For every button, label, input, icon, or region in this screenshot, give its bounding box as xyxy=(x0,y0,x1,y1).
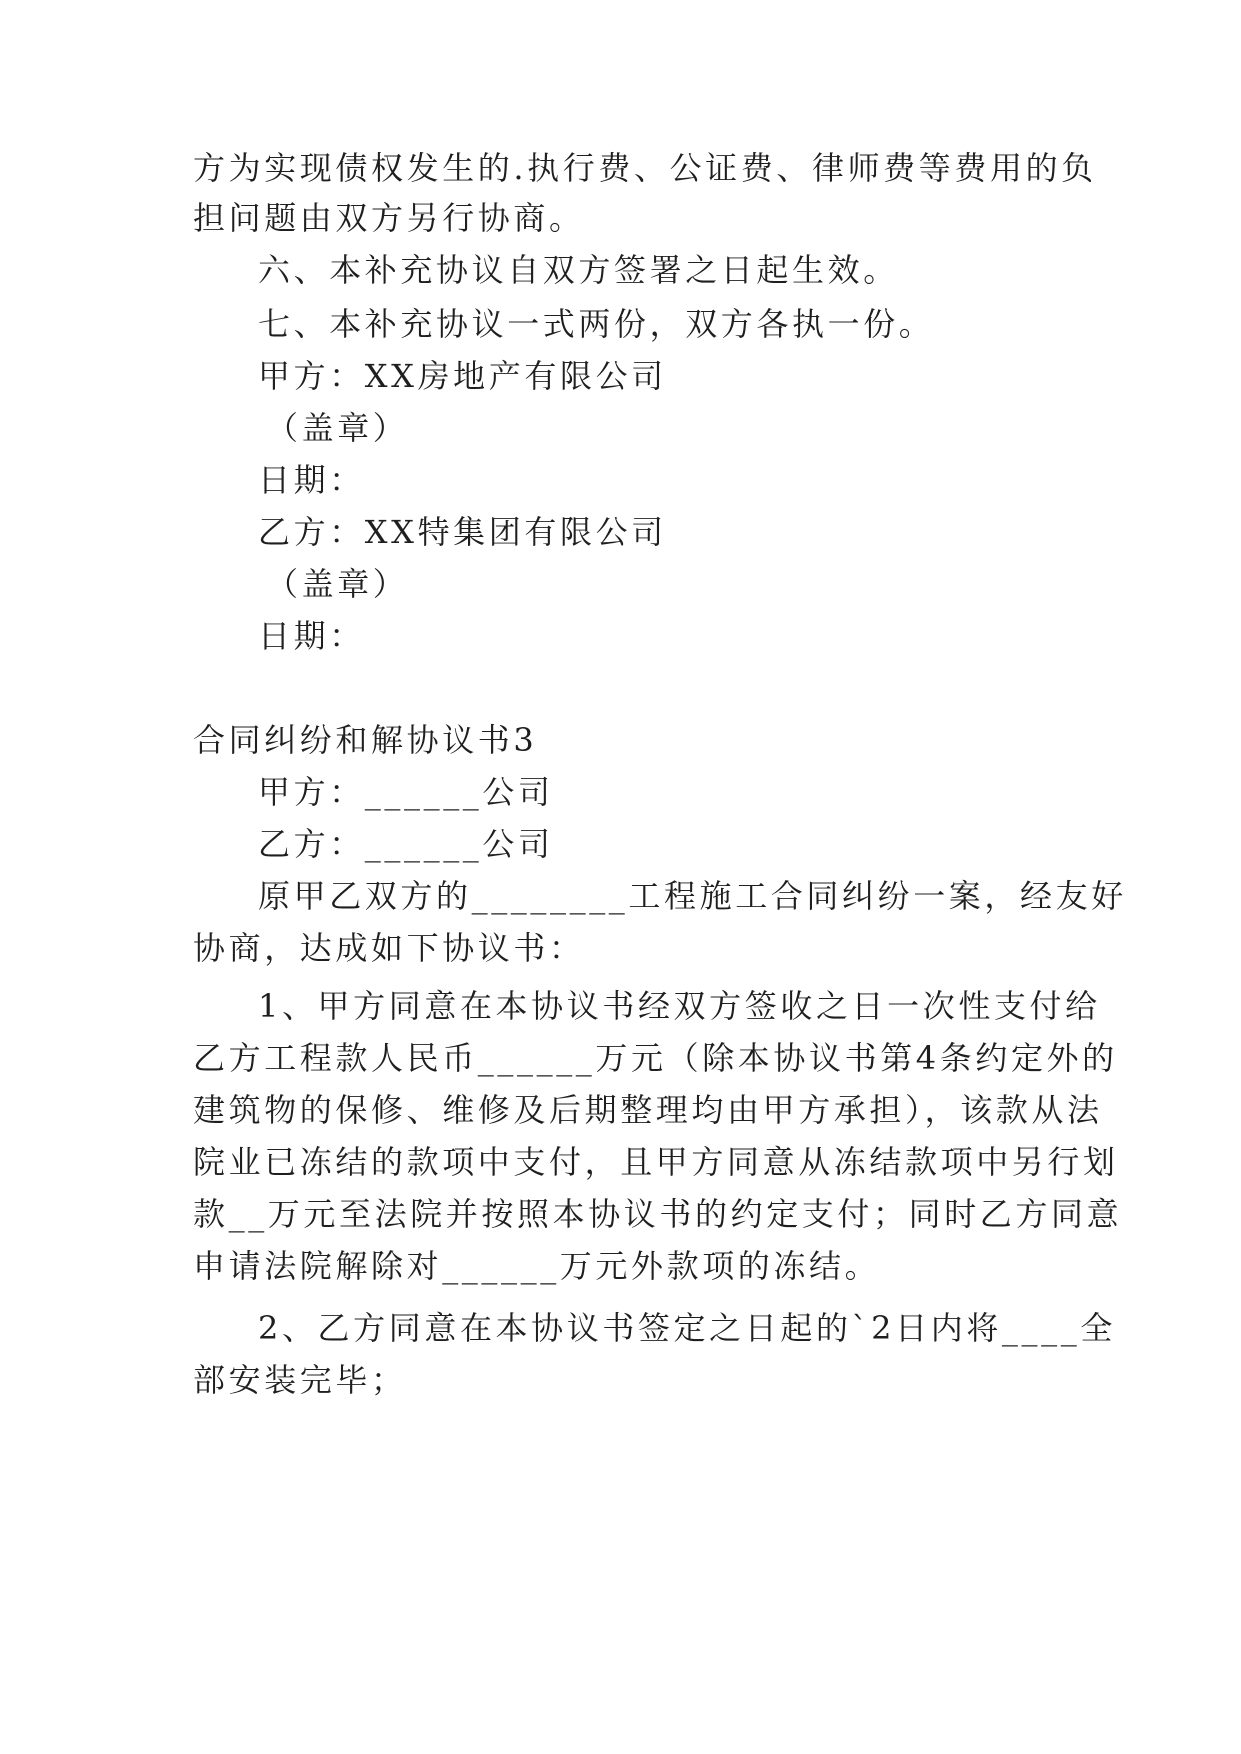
clause5-text-line-2: 担问题由双方另行协商。 xyxy=(193,199,585,237)
clause1-line-6: 申请法院解除对______万元外款项的冻结。 xyxy=(193,1247,881,1285)
agreement-party-b: 乙方：______公司 xyxy=(258,825,554,863)
agreement-intro-line-1: 原甲乙双方的________工程施工合同纠纷一案，经友好 xyxy=(258,877,1127,915)
clause1-line-2: 乙方工程款人民币______万元（除本协议书第4条约定外的 xyxy=(193,1039,1118,1077)
party-b-name: 乙方：XX特集团有限公司 xyxy=(258,513,667,551)
clause1-line-1: 1、甲方同意在本协议书经双方签收之日一次性支付给 xyxy=(258,987,1101,1025)
clause1-line-3: 建筑物的保修、维修及后期整理均由甲方承担），该款从法 xyxy=(193,1091,1103,1129)
clause7-text: 七、本补充协议一式两份，双方各执一份。 xyxy=(258,305,935,343)
clause2-line-2: 部安装完毕； xyxy=(193,1361,407,1399)
agreement-intro-line-2: 协商，达成如下协议书： xyxy=(193,929,585,967)
party-a-seal: （盖章） xyxy=(266,409,409,447)
clause6-text: 六、本补充协议自双方签署之日起生效。 xyxy=(258,251,899,289)
party-a-name: 甲方：XX房地产有限公司 xyxy=(258,357,667,395)
party-b-seal: （盖章） xyxy=(266,565,409,603)
party-b-date: 日期： xyxy=(258,617,365,655)
clause1-line-5: 款__万元至法院并按照本协议书的约定支付；同时乙方同意 xyxy=(193,1195,1123,1233)
agreement-title: 合同纠纷和解协议书3 xyxy=(193,721,538,759)
clause2-line-1: 2、乙方同意在本协议书签定之日起的`2日内将____全 xyxy=(258,1309,1116,1347)
party-a-date: 日期： xyxy=(258,461,365,499)
agreement-party-a: 甲方：______公司 xyxy=(258,773,554,811)
clause5-text-line-1: 方为实现债权发生的.执行费、公证费、律师费等费用的负 xyxy=(193,149,1097,187)
clause1-line-4: 院业已冻结的款项中支付，且甲方同意从冻结款项中另行划 xyxy=(193,1143,1119,1181)
